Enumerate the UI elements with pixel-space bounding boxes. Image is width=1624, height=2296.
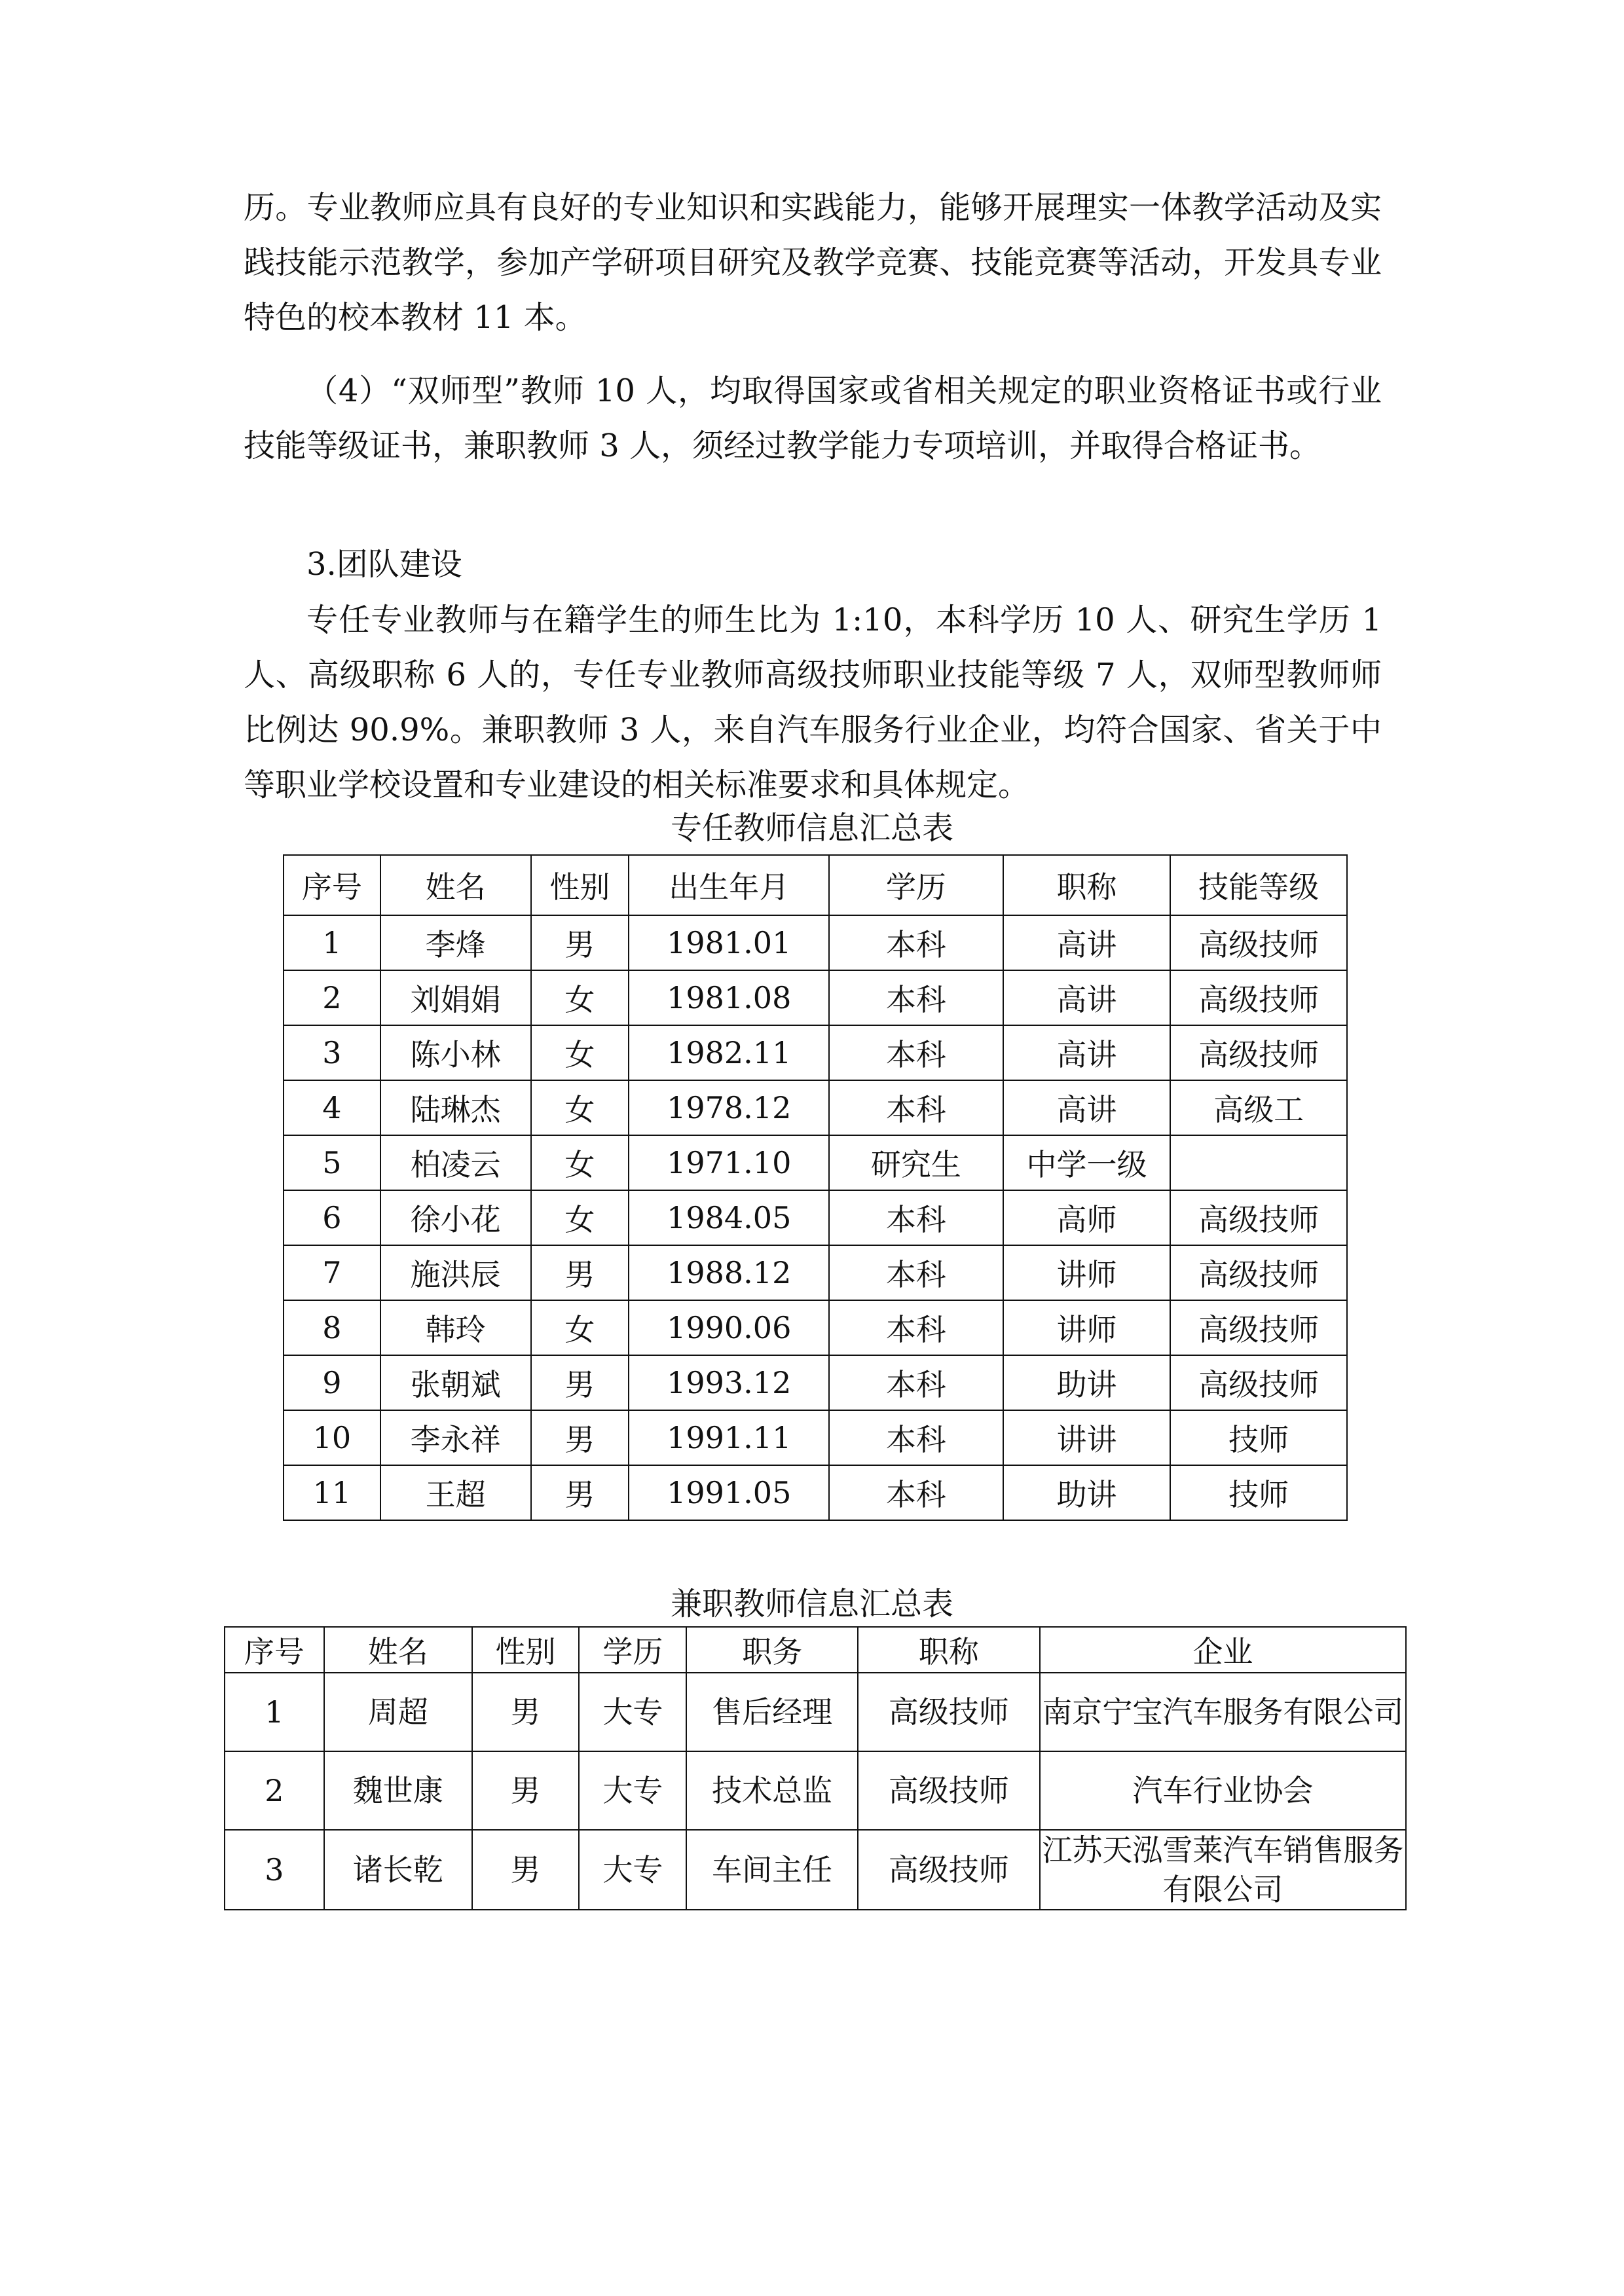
table-cell: 刘娟娟 [380, 970, 531, 1025]
table-cell: 5 [284, 1135, 380, 1190]
table-cell: 男 [531, 915, 629, 970]
table-cell: 本科 [829, 1465, 1003, 1520]
table-cell: 1988.12 [629, 1245, 829, 1300]
table-cell: 助讲 [1003, 1355, 1171, 1410]
table-cell: 本科 [829, 1300, 1003, 1355]
table-cell: 10 [284, 1410, 380, 1465]
table-row [284, 1300, 1347, 1355]
paragraph-team-building: 专任专业教师与在籍学生的师生比为 1:10，本科学历 10 人、研究生学历 1 人、高级职称 6 人的，专任专业教师高级技师职业技能等级 7 人，双师型教师师比例达 90.9%。兼职教师 3 人，来自汽车服务行业企业，均符合国家、省关于中等职业学校设置和专业建设的相关标准要求和具体规定。 [244, 602, 1382, 803]
table-row [284, 1080, 1347, 1135]
table-header-cell: 学历 [829, 855, 1003, 915]
table-cell: 陆琳杰 [380, 1080, 531, 1135]
table-cell: 高级技师 [858, 1830, 1040, 1910]
table-cell: 高讲 [1003, 1080, 1171, 1135]
table-cell: 大专 [579, 1673, 686, 1751]
table-cell: 本科 [829, 1080, 1003, 1135]
table-cell: 李烽 [380, 915, 531, 970]
table-cell: 讲讲 [1003, 1410, 1171, 1465]
parttime-teacher-table [224, 1626, 1407, 1910]
table-row [284, 1410, 1347, 1465]
table-cell: 本科 [829, 915, 1003, 970]
table-cell: 高级技师 [858, 1751, 1040, 1830]
table-cell: 本科 [829, 1355, 1003, 1410]
table-header-cell: 出生年月 [629, 855, 829, 915]
fulltime-table-caption: 专任教师信息汇总表 [670, 810, 953, 847]
table-header-row [225, 1627, 1406, 1673]
table-cell: 2 [284, 970, 380, 1025]
table-cell: 7 [284, 1245, 380, 1300]
table-cell: 1981.08 [629, 970, 829, 1025]
table-cell: 高级技师 [1170, 970, 1347, 1025]
table-header-row [284, 855, 1347, 915]
table-cell: 1971.10 [629, 1135, 829, 1190]
table-cell [1170, 1135, 1347, 1190]
table-cell: 1990.06 [629, 1300, 829, 1355]
table-cell: 1 [284, 915, 380, 970]
table-cell: 4 [284, 1080, 380, 1135]
table-cell: 技师 [1170, 1465, 1347, 1520]
table-row [284, 970, 1347, 1025]
table-cell: 售后经理 [686, 1673, 858, 1751]
table-row [284, 1355, 1347, 1410]
table-header-cell: 职称 [858, 1627, 1040, 1673]
table-cell: 男 [472, 1751, 580, 1830]
table-cell: 研究生 [829, 1135, 1003, 1190]
table-cell: 高级技师 [1170, 1300, 1347, 1355]
table-cell: 1982.11 [629, 1025, 829, 1080]
table-row [284, 1025, 1347, 1080]
section-heading-team-building: 3.团队建设 [306, 546, 462, 583]
paragraph-dual-teachers: （4）“双师型”教师 10 人，均取得国家或省相关规定的职业资格证书或行业技能等级证书，兼职教师 3 人，须经过教学能力专项培训，并取得合格证书。 [244, 373, 1382, 464]
table-cell: 中学一级 [1003, 1135, 1171, 1190]
table-cell: 助讲 [1003, 1465, 1171, 1520]
table-header-cell: 序号 [225, 1627, 324, 1673]
table-cell: 王超 [380, 1465, 531, 1520]
table-cell: 高级技师 [1170, 915, 1347, 970]
table-cell: 高师 [1003, 1190, 1171, 1245]
table-header-cell: 职称 [1003, 855, 1171, 915]
table-cell: 高级技师 [1170, 1245, 1347, 1300]
table-cell: 南京宁宝汽车服务有限公司 [1040, 1673, 1406, 1751]
table-cell: 讲师 [1003, 1300, 1171, 1355]
table-cell: 徐小花 [380, 1190, 531, 1245]
table-cell: 诸长乾 [324, 1830, 472, 1910]
table-cell: 6 [284, 1190, 380, 1245]
table-cell: 女 [531, 1135, 629, 1190]
table-header-cell: 姓名 [324, 1627, 472, 1673]
table-cell: 高级技师 [858, 1673, 1040, 1751]
table-cell: 高级技师 [1170, 1190, 1347, 1245]
table-cell: 男 [531, 1245, 629, 1300]
table-cell: 男 [531, 1355, 629, 1410]
table-cell: 9 [284, 1355, 380, 1410]
table-cell: 1978.12 [629, 1080, 829, 1135]
table-cell: 汽车行业协会 [1040, 1751, 1406, 1830]
table-row [225, 1673, 1406, 1751]
table-cell: 车间主任 [686, 1830, 858, 1910]
table-cell: 女 [531, 1300, 629, 1355]
table-cell: 1984.05 [629, 1190, 829, 1245]
table-cell: 大专 [579, 1830, 686, 1910]
table-header-cell: 技能等级 [1170, 855, 1347, 915]
table-row [284, 1190, 1347, 1245]
table-cell: 施洪辰 [380, 1245, 531, 1300]
table-cell: 11 [284, 1465, 380, 1520]
table-cell: 女 [531, 1190, 629, 1245]
table-cell: 女 [531, 970, 629, 1025]
table-cell: 8 [284, 1300, 380, 1355]
table-header-cell: 性别 [531, 855, 629, 915]
table-cell: 张朝斌 [380, 1355, 531, 1410]
table-cell: 本科 [829, 1025, 1003, 1080]
table-cell: 高级工 [1170, 1080, 1347, 1135]
table-cell: 技师 [1170, 1410, 1347, 1465]
table-header-cell: 姓名 [380, 855, 531, 915]
table-header-cell: 性别 [472, 1627, 580, 1673]
table-cell: 高讲 [1003, 915, 1171, 970]
table-cell: 技术总监 [686, 1751, 858, 1830]
table-row [284, 1135, 1347, 1190]
table-row [225, 1830, 1406, 1910]
table-cell: 男 [472, 1673, 580, 1751]
table-cell: 本科 [829, 1410, 1003, 1465]
table-cell: 1991.05 [629, 1465, 829, 1520]
table-cell: 陈小林 [380, 1025, 531, 1080]
table-header-cell: 职务 [686, 1627, 858, 1673]
table-cell: 1993.12 [629, 1355, 829, 1410]
table-cell: 高级技师 [1170, 1355, 1347, 1410]
table-row [284, 1245, 1347, 1300]
table-row [284, 1465, 1347, 1520]
table-row [284, 915, 1347, 970]
table-cell: 高讲 [1003, 970, 1171, 1025]
table-cell: 男 [531, 1410, 629, 1465]
table-row [225, 1751, 1406, 1830]
table-cell: 男 [531, 1465, 629, 1520]
table-cell: 女 [531, 1025, 629, 1080]
table-cell: 本科 [829, 1190, 1003, 1245]
table-cell: 1 [225, 1673, 324, 1751]
table-cell: 女 [531, 1080, 629, 1135]
table-cell: 周超 [324, 1673, 472, 1751]
table-cell: 男 [472, 1830, 580, 1910]
table-cell: 1981.01 [629, 915, 829, 970]
table-cell: 1991.11 [629, 1410, 829, 1465]
fulltime-teacher-table [283, 854, 1348, 1521]
table-cell: 高讲 [1003, 1025, 1171, 1080]
parttime-table-caption: 兼职教师信息汇总表 [670, 1586, 953, 1622]
table-cell: 魏世康 [324, 1751, 472, 1830]
table-cell: 柏凌云 [380, 1135, 531, 1190]
paragraph-teacher-qualifications: 历。专业教师应具有良好的专业知识和实践能力，能够开展理实一体教学活动及实践技能示范教学，参加产学研项目研究及教学竞赛、技能竞赛等活动，开发具专业特色的校本教材 11 本。 [244, 189, 1382, 336]
table-cell: 2 [225, 1751, 324, 1830]
table-cell: 本科 [829, 1245, 1003, 1300]
table-cell: 本科 [829, 970, 1003, 1025]
table-cell: 讲师 [1003, 1245, 1171, 1300]
table-cell: 3 [284, 1025, 380, 1080]
table-cell: 大专 [579, 1751, 686, 1830]
table-header-cell: 学历 [579, 1627, 686, 1673]
table-cell: 江苏天泓雪莱汽车销售服务有限公司 [1040, 1830, 1406, 1910]
table-header-cell: 序号 [284, 855, 380, 915]
table-cell: 3 [225, 1830, 324, 1910]
table-header-cell: 企业 [1040, 1627, 1406, 1673]
table-cell: 李永祥 [380, 1410, 531, 1465]
table-cell: 高级技师 [1170, 1025, 1347, 1080]
table-cell: 韩玲 [380, 1300, 531, 1355]
